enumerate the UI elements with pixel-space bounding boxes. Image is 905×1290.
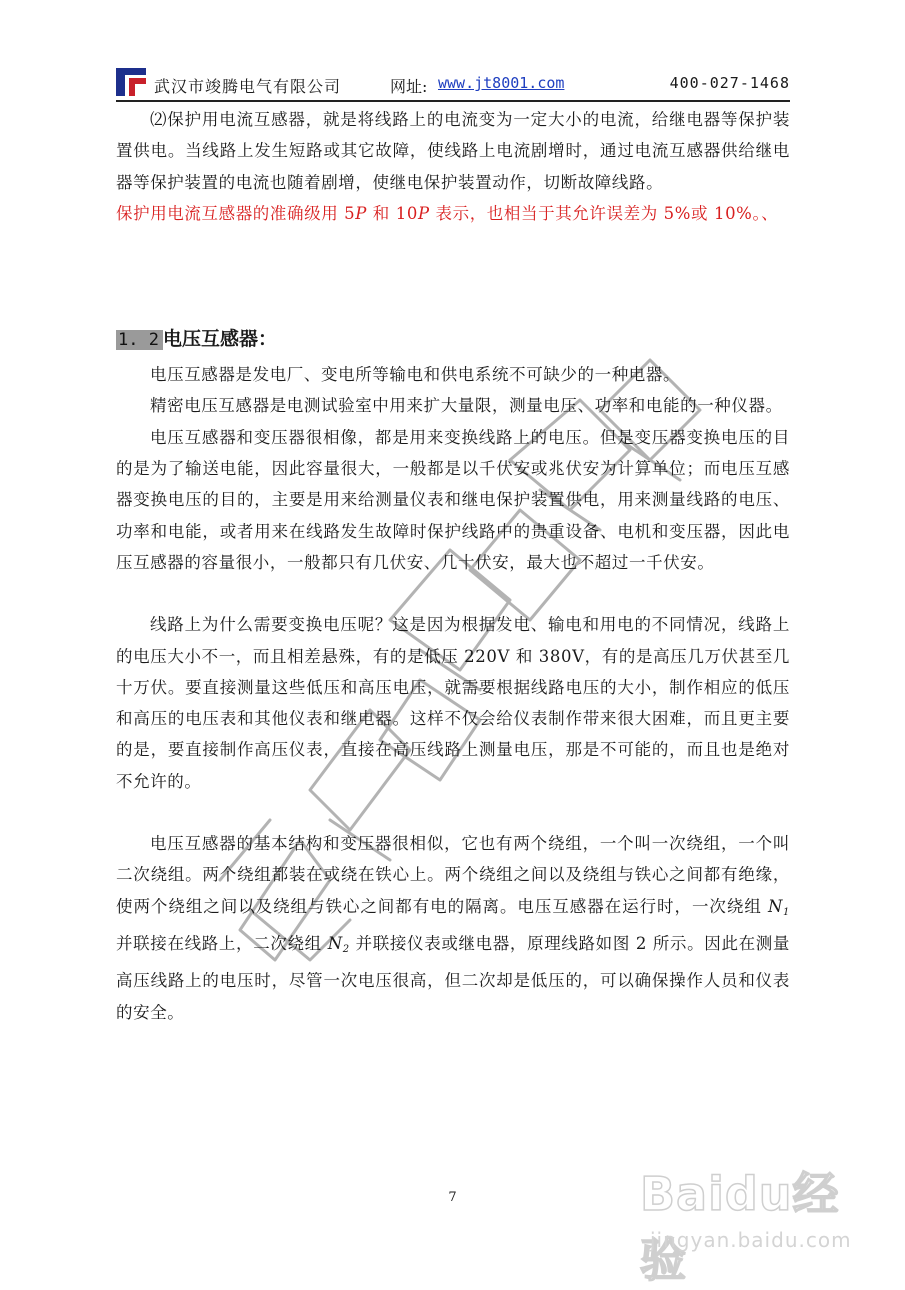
paragraph-5: 电压互感器的基本结构和变压器很相似，它也有两个绕组，一个叫一次绕组，一个叫二次绕组。两个绕组都装在或绕在铁心上。两个绕组之间以及绕组与铁心之间都有绝缘，使两个绕组之间以及绕组与铁心之间都有电的隔离。电压互感器在运行时，一次绕组 $N_1$ 并联接在线路上，二次绕组 $N_2$ 并联接仪表或继电器，原理线路如图 2 所示。因此在测量高压线路上的电压时，尽管一次电压很高，但二次却是低压的，可以确保操作人员和仪表的安全。 [116, 834, 790, 1022]
website-label: 网址: [390, 77, 428, 96]
document-body [116, 104, 790, 1028]
company-name: 武汉市竣腾电气有限公司 [154, 77, 342, 96]
section-number: 1. 2 [116, 330, 163, 350]
baidu-watermark [640, 1150, 870, 1287]
section-title: 电压互感器： [162, 328, 277, 351]
jt-logo-icon [116, 68, 146, 96]
page-header [116, 66, 790, 102]
website-link[interactable]: www.jt8001.com [438, 74, 565, 92]
baidu-brand: Baidu经验 [640, 1167, 840, 1287]
watermark-text: 竣腾电气 [180, 320, 184, 321]
section-heading [116, 325, 790, 353]
baidu-url: jingyan.baidu.com [650, 1228, 852, 1252]
paragraph-3: 电压互感器和变压器很相像，都是用来变换线路上的电压。但是变压器变换电压的目的是为了输送电能，因此容量很大，一般都是以千伏安或兆伏安为计算单位；而电压互感器变换电压的目的，主要是用来给测量仪表和继电保护装置供电，用来测量线路的电压、功率和电能，或者用来在线路发生故障时保护线路中的贵重设备、电机和变压器，因此电压互感器的容量很小，一般都只有几伏安、几十伏安，最大也不超过一千伏安。 [116, 427, 790, 572]
page-number: 7 [448, 1190, 457, 1205]
paragraph-2: 精密电压互感器是电测试验室中用来扩大量限，测量电压、功率和电能的一种仪器。 [150, 396, 783, 416]
intro-paragraph: ⑵保护用电流互感器，就是将线路上的电流变为一定大小的电流，给继电器等保护装置供电。当线路上发生短路或其它故障，使线路上电流剧增时，通过电流互感器供给继电器等保护装置的电流也随着剧增，使继电保护装置动作，切断故障线路。 [116, 110, 790, 192]
paragraph-4: 线路上为什么需要变换电压呢？这是因为根据发电、输电和用电的不同情况，线路上的电压大小不一，而且相差悬殊，有的是低压 220V 和 380V，有的是高压几万伏甚至几十万伏。要直接测量这些低压和高压电压，就需要根据线路电压的大小，制作相应的低压和高压的电压表和其他仪表和继电器。这样不仅会给仪表制作带来很大困难，而且更主要的是，要直接制作高压仪表，直接在高压线路上测量电压，那是不可能的，而且也是绝对不允许的。 [116, 615, 790, 791]
phone-number: 400-027-1468 [669, 74, 790, 92]
paragraph-1: 电压互感器是发电厂、变电所等输电和供电系统不可缺少的一种电器。 [150, 365, 681, 385]
intro-red-line: 保护用电流互感器的准确级用 5P 和 10P 表示，也相当于其允许误差为 5%或 10%。、 [116, 203, 779, 223]
